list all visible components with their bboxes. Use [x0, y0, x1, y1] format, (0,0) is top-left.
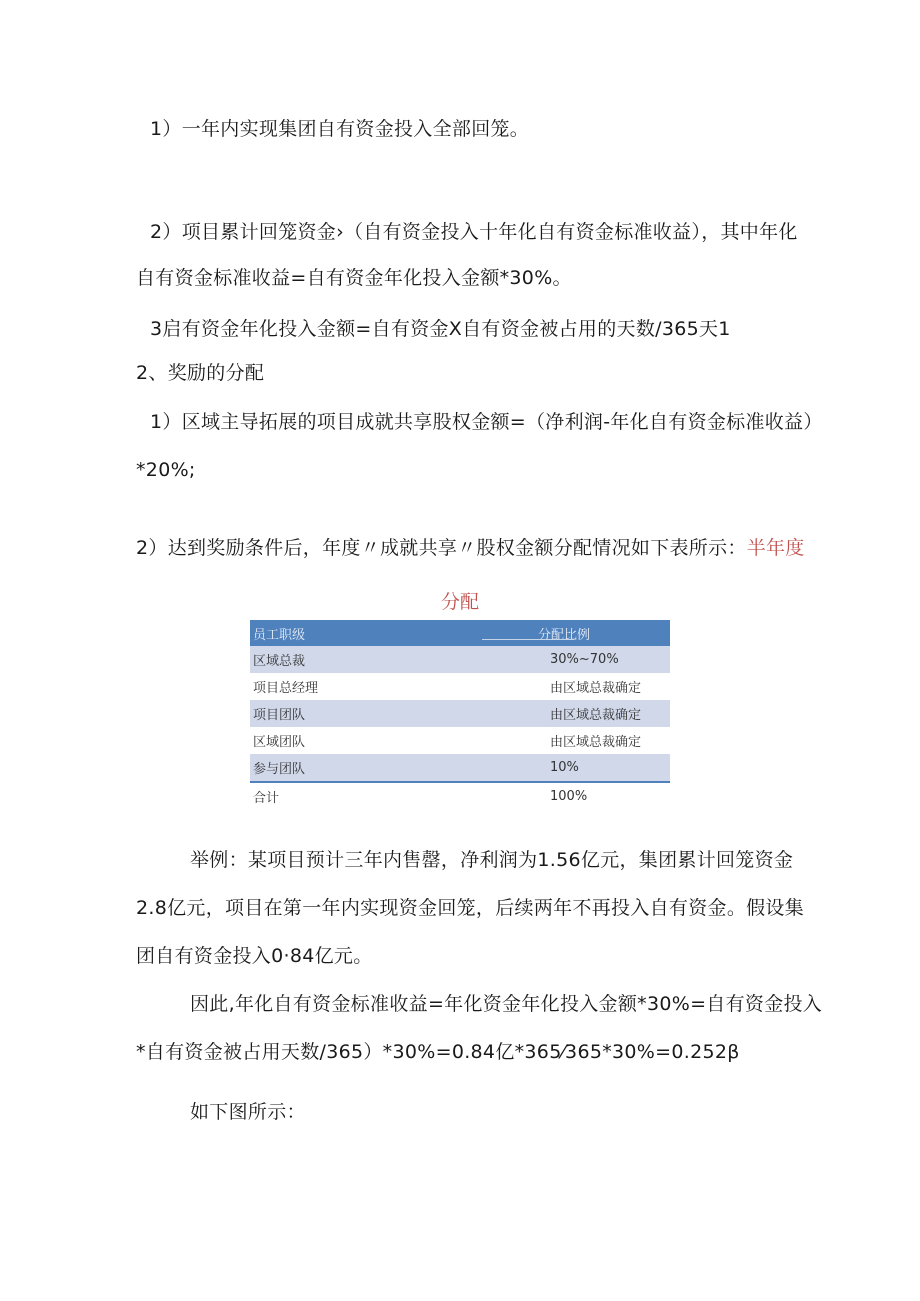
section-heading-reward-distribution: 2、奖励的分配 [136, 362, 265, 384]
table-row [250, 646, 670, 673]
table-cell-level: 项目团队 [250, 700, 446, 727]
example-line2: 2.8亿元，项目在第一年内实现资金回笼，后续两年不再投入自有资金。假设集 [136, 897, 805, 919]
table-row [250, 727, 670, 754]
table-cell-ratio: 10% [446, 754, 670, 782]
header-employee-level: 员工职级 [250, 620, 446, 646]
paragraph-formula-3: 3启有资金年化投入金额=自有资金X自有资金被占用的天数/365天1 [150, 318, 731, 340]
paragraph-reward-1-line2: *20%; [136, 459, 196, 481]
table-cell-ratio: 100% [550, 789, 588, 804]
example-line3: 团自有资金投入0·84亿元。 [136, 945, 373, 967]
paragraph-goal-1: 1）一年内实现集团自有资金投入全部回笼。 [150, 118, 530, 140]
reward-2-accent-text: 半年度 [746, 537, 805, 559]
table-caption: 分配 [440, 591, 479, 613]
table-cell-level: 区域团队 [253, 735, 306, 750]
table-row [250, 673, 670, 700]
table-cell-level: 合计 [253, 791, 280, 806]
table-cell-level: 参与团队 [250, 754, 446, 782]
calculation-line1: 因此,年化自有资金标准收益=年化资金年化投入金额*30%=自有资金投入 [190, 993, 823, 1015]
table-header-row [250, 620, 670, 646]
calculation-line2: *自有资金被占用天数/365）*30%=0.84亿*365⁄365*30%=0.252β [136, 1041, 740, 1063]
table-cell-level: 项目总经理 [253, 681, 319, 696]
paragraph-goal-2-line1: 2）项目累计回笼资金›（自有资金投入十年化自有资金标准收益），其中年化 [150, 221, 798, 243]
distribution-table [250, 620, 670, 810]
example-line1: 举例：某项目预计三年内售罄，净利润为1.56亿元，集团累计回笼资金 [190, 849, 794, 871]
table-row [250, 700, 670, 727]
table-row [250, 754, 670, 782]
table-cell-ratio: 由区域总裁确定 [446, 700, 670, 727]
paragraph-reward-2 [136, 536, 805, 560]
table-cell-ratio: 由区域总裁确定 [550, 681, 642, 696]
table-row [250, 782, 670, 810]
paragraph-goal-2-line2: 自有资金标准收益=自有资金年化投入金额*30%。 [136, 267, 572, 289]
paragraph-reward-1-line1: 1）区域主导拓展的项目成就共享股权金额=（净利润-年化自有资金标准收益） [150, 411, 823, 433]
reward-2-text: 2）达到奖励条件后，年度〃成就共享〃股权金额分配情况如下表所示： [136, 537, 747, 559]
table-cell-level: 区域总裁 [250, 646, 446, 673]
table-cell-ratio: 30%~70% [446, 646, 670, 673]
figure-reference: 如下图所示： [190, 1101, 306, 1123]
header-underline [482, 639, 574, 640]
table-cell-ratio: 由区域总裁确定 [550, 735, 642, 750]
header-distribution-ratio: 分配比例 [446, 620, 670, 646]
